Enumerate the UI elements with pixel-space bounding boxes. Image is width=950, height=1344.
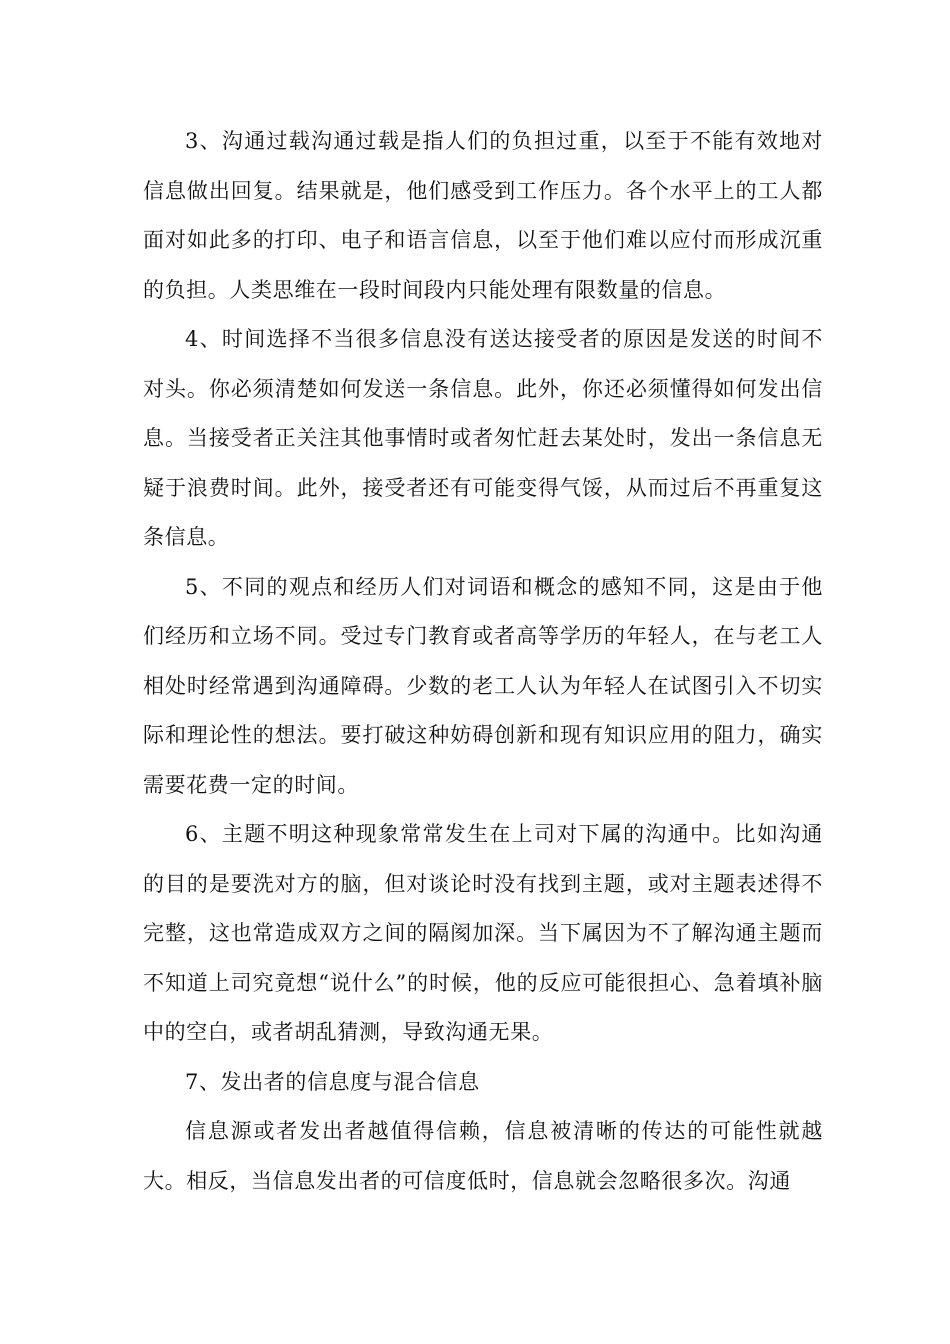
paragraph-sender-credibility: 信息源或者发出者越值得信赖，信息被清晰的传达的可能性就越大。相反，当信息发出者的可信度低时，信息就会忽略很多次。沟通: [143, 1119, 823, 1193]
paragraph-communication-overload: 3、沟通过载沟通过载是指人们的负担过重，以至于不能有效地对信息做出回复。结果就是，他们感受到工作压力。各个水平上的工人都面对如此多的打印、电子和语言信息，以至于他们难以应付而形成沉重的负担。人类思维在一段时间段内只能处理有限数量的信息。: [143, 129, 823, 302]
section-heading-sender-credibility: 7、发出者的信息度与混合信息: [185, 1069, 480, 1094]
paragraph-unclear-topic: 6、主题不明这种现象常常发生在上司对下属的沟通中。比如沟通的目的是要洗对方的脑，但对谈论时没有找到主题，或对主题表述得不完整，这也常造成双方之间的隔阂加深。当下属因为不了解沟通主题而不知道上司究竟想“说什么”的时候，他的反应可能很担心、急着填补脑中的空白，或者胡乱猜测，导致沟通无果。: [143, 822, 823, 1044]
document-page: [143, 117, 823, 1206]
paragraph-different-perspectives: 5、不同的观点和经历人们对词语和概念的感知不同，这是由于他们经历和立场不同。受过专门教育或者高等学历的年轻人，在与老工人相处时经常遇到沟通障碍。少数的老工人认为年轻人在试图引入不切实际和理论性的想法。要打破这种妨碍创新和现有知识应用的阻力，确实需要花费一定的时间。: [143, 574, 823, 797]
paragraph-poor-timing: 4、时间选择不当很多信息没有送达接受者的原因是发送的时间不对头。你必须清楚如何发送一条信息。此外，你还必须懂得如何发出信息。当接受者正关注其他事情时或者匆忙赶去某处时，发出一条信息无疑于浪费时间。此外，接受者还有可能变得气馁，从而过后不再重复这条信息。: [143, 327, 823, 549]
